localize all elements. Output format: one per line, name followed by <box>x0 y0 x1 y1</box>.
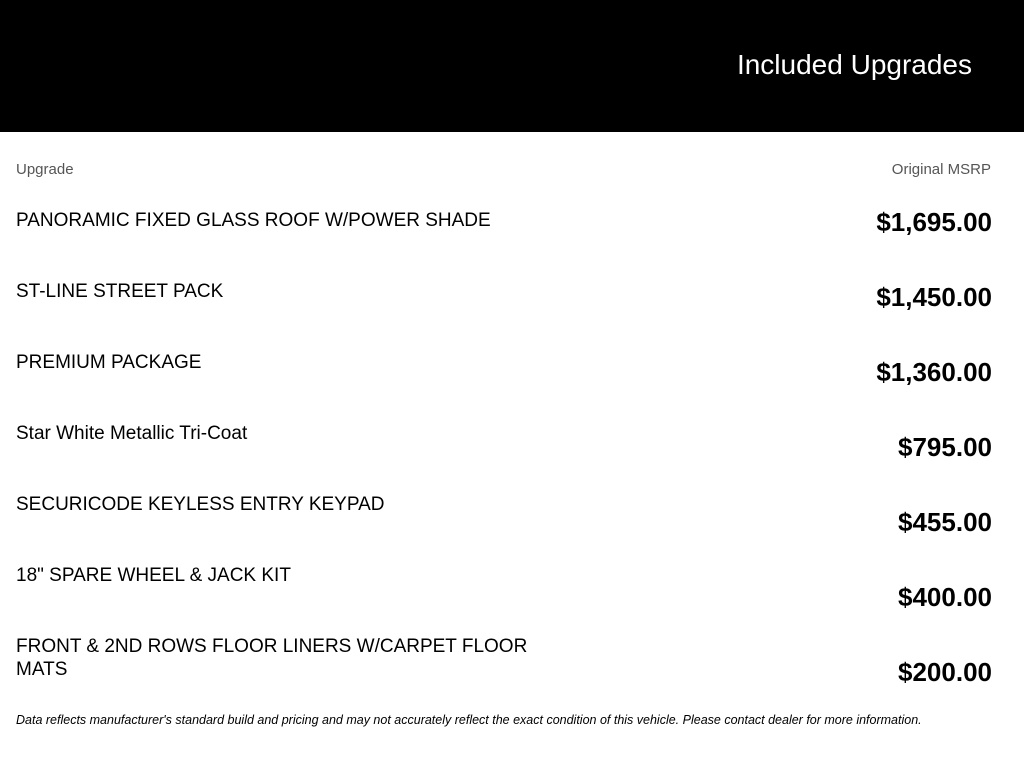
upgrade-price: $1,360.00 <box>876 357 992 387</box>
upgrade-name: PANORAMIC FIXED GLASS ROOF W/POWER SHADE <box>16 210 491 231</box>
upgrade-price: $400.00 <box>898 582 992 612</box>
upgrade-name: PREMIUM PACKAGE <box>16 352 202 373</box>
upgrade-price: $455.00 <box>898 507 992 537</box>
page-title: Included Upgrades <box>736 49 972 80</box>
upgrade-price: $200.00 <box>898 657 992 687</box>
column-header-msrp: Original MSRP <box>891 161 991 178</box>
upgrade-name: Star White Metallic Tri-Coat <box>16 423 248 444</box>
header-banner <box>0 0 1024 132</box>
upgrade-price: $795.00 <box>898 432 992 462</box>
upgrade-name: FRONT & 2ND ROWS FLOOR LINERS W/CARPET FLOOR MATS <box>16 636 528 680</box>
column-header-upgrade: Upgrade <box>16 161 74 178</box>
upgrade-name: SECURICODE KEYLESS ENTRY KEYPAD <box>16 494 385 515</box>
upgrade-name: 18" SPARE WHEEL & JACK KIT <box>16 565 291 586</box>
upgrade-price: $1,695.00 <box>876 207 992 237</box>
upgrade-name: ST-LINE STREET PACK <box>16 281 224 302</box>
disclaimer-text: Data reflects manufacturer's standard build and pricing and may not accurately reflect the exact condition of this vehicle. Please contact dealer for more information. <box>16 713 922 727</box>
upgrade-price: $1,450.00 <box>876 282 992 312</box>
